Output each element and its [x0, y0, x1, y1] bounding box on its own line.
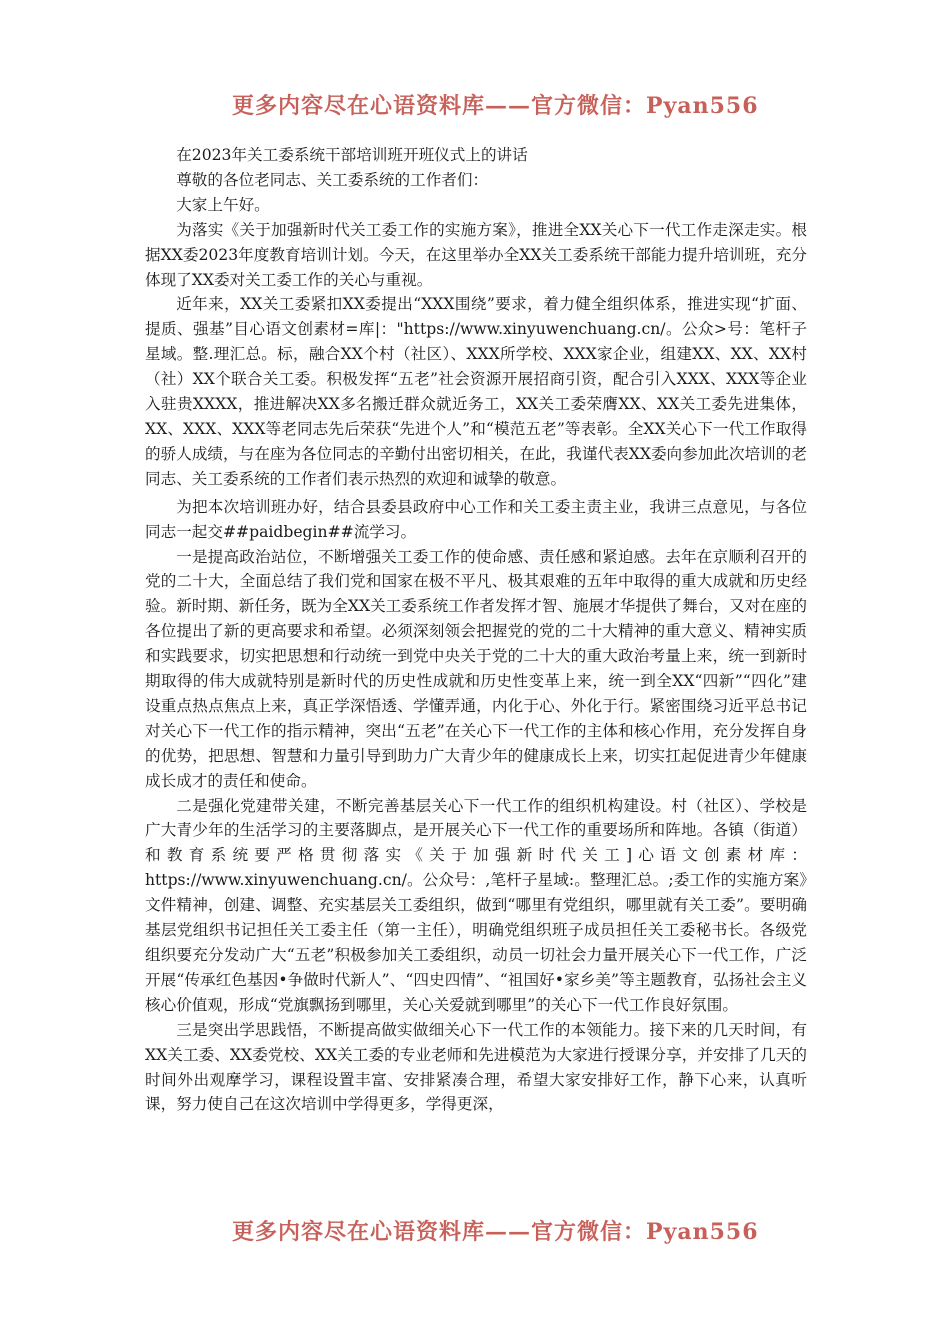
body-paragraph: 为落实《关于加强新时代关工委工作的实施方案》，推进全XX关心下一代工作走深走实。根据XX委2023年度教育培训计划。今天，在这里举办全XX关工委系统干部能力提升培训班，充分体现了XX委对关工委工作的关心与重视。: [145, 220, 807, 289]
body-paragraph: 三是突出学思践悟，不断提高做实做细关心下一代工作的本领能力。接下来的几天时间，有XX关工委、XX委党校、XX关工委的专业老师和先进模范为大家进行授课分享，并安排了几天的时间外出观摩学习，课程设置丰富、安排紧凑合理，希望大家安排好工作，静下心来，认真听课，努力使自己在这次培训中学得更多，学得更深，: [145, 1020, 807, 1114]
salutation: 尊敬的各位老同志、关工委系统的工作者们：: [176, 170, 489, 189]
header-watermark-banner: [228, 84, 759, 124]
watermark-text: 更多内容尽在心语资料库——官方微信：Pyan556: [232, 92, 759, 119]
speech-document: [145, 143, 807, 1117]
body-paragraph: 二是强化党建带关建，不断完善基层关心下一代工作的组织机构建设。村（社区）、学校是广大青少年的生活学习的主要落脚点，是开展关心下一代工作的重要场所和阵地。各镇（街道）和教育系统要严格贯彻落实《关于加强新时代关工]心语文创素材库：https://www.xinyuwenchuang.cn/。公众号：,笔杆子星域:。整理汇总。;委工作的实施方案》文件精神，创建、调整、充实基层关工委组织，做到“哪里有党组织，哪里就有关工委”。要明确基层党组织书记担任关工委主任（第一主任），明确党组织班子成员担任关工委秘书长。各级党组织要充分发动广大“五老”积极参加关工委组织，动员一切社会力量开展关心下一代工作，广泛开展“传承红色基因•争做时代新人”、“四史四情”、“祖国好•家乡美”等主题教育，弘扬社会主义核心价值观，形成“党旗飘扬到哪里，关心关爱就到哪里”的关心下一代工作良好氛围。: [145, 796, 807, 1014]
body-paragraph: 为把本次培训班办好，结合县委县政府中心工作和关工委主责主业，我讲三点意见，与各位同志一起交##paidbegin##流学习。: [145, 497, 807, 541]
body-paragraph: 近年来，XX关工委紧扣XX委提出“XXX围绕”要求，着力健全组织体系，推进实现“扩面、提质、强基”目心语文创素材=库|："https://www.xinyuwenchuang.cn/。公众>号：笔杆子星域。整.理汇总。标，融合XX个村（社区）、XXX所学校、XXX家企业，组建XX、XX、XX村（社）XX个联合关工委。积极发挥“五老”社会资源开展招商引资，配合引入XXX、XXX等企业入驻贵XXXX，推进解决XX多名搬迁群众就近务工，XX关工委荣膺XX、XX关工委先进集体，XX、XXX、XXX等老同志先后荣获“先进个人”和“模范五老”等表彰。全XX关心下一代工作取得的骄人成绩，与在座为各位同志的辛勤付出密切相关，在此，我谨代表XX委向参加此次培训的老同志、关工委系统的工作者们表示热烈的欢迎和诚挚的敬意。: [145, 295, 807, 488]
watermark-text: 更多内容尽在心语资料库——官方微信：Pyan556: [232, 1218, 759, 1245]
speech-title: 在2023年关工委系统干部培训班开班仪式上的讲话: [176, 146, 528, 164]
greeting: 大家上午好。: [176, 195, 270, 214]
footer-watermark-banner: [228, 1210, 759, 1250]
body-paragraph: 一是提高政治站位，不断增强关工委工作的使命感、责任感和紧迫感。去年在京顺利召开的党的二十大，全面总结了我们党和国家在极不平凡、极其艰难的五年中取得的重大成就和历史经验。新时期、新任务，既为全XX关工委系统工作者发挥才智、施展才华提供了舞台，又对在座的各位提出了新的更高要求和希望。必须深刻领会把握党的党的二十大精神的重大意义、精神实质和实践要求，切实把思想和行动统一到党中央关于党的二十大的重大政治考量上来，统一到新时期取得的伟大成就特别是新时代的历史性成就和历史性变革上来，统一到全XX“四新”“四化”建设重点热点焦点上来，真正学深悟透、学懂弄通，内化于心、外化于行。紧密围绕习近平总书记对关心下一代工作的指示精神，突出“五老”在关心下一代工作的主体和核心作用，充分发挥自身的优势，把思想、智慧和力量引导到助力广大青少年的健康成长上来，切实扛起促进青少年健康成长成才的责任和使命。: [145, 547, 807, 790]
